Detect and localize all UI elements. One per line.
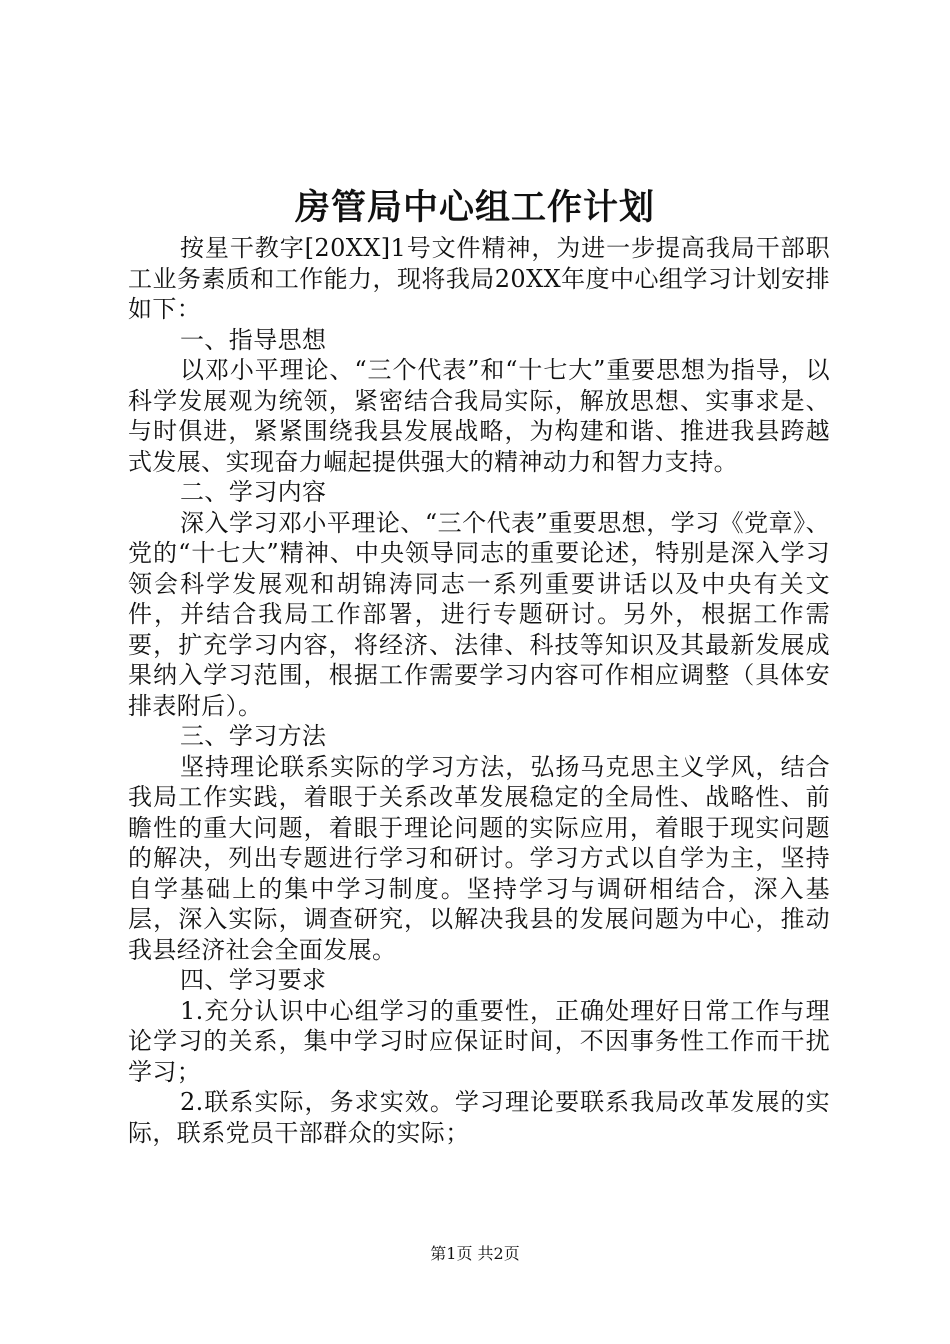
document-body (128, 233, 830, 1148)
requirement-item-1: 1.充分认识中心组学习的重要性，正确处理好日常工作与理论学习的关系，集中学习时应保证时间，不因事务性工作而干扰学习； (128, 996, 830, 1086)
section-heading-study-content: 二、学习内容 (180, 478, 327, 506)
section-heading-study-requirements: 四、学习要求 (180, 966, 327, 994)
intro-paragraph: 按星干教字[20XX]1号文件精神，为进一步提高我局干部职工业务素质和工作能力，现将我局20XX年度中心组学习计划安排如下： (128, 234, 830, 323)
document-title: 房管局中心组工作计划 (294, 187, 655, 228)
page-footer: 第1页 共2页 (430, 1244, 520, 1263)
study-content-paragraph: 深入学习邓小平理论、“三个代表”重要思想，学习《党章》、党的“十七大”精神、中央领导同志的重要论述，特别是深入学习领会科学发展观和胡锦涛同志一系列重要讲话以及中央有关文件，并结合我局工作部署，进行专题研讨。另外，根据工作需要，扩充学习内容，将经济、法律、科技等知识及其最新发展成果纳入学习范围，根据工作需要学习内容可作相应调整（具体安排表附后）。 (128, 508, 830, 720)
section-heading-study-method: 三、学习方法 (180, 722, 327, 750)
section-heading-guiding-thought: 一、指导思想 (180, 325, 327, 354)
requirement-item-2: 2.联系实际，务求实效。学习理论要联系我局改革发展的实际，联系党员干部群众的实际； (128, 1088, 830, 1147)
study-method-paragraph: 坚持理论联系实际的学习方法，弘扬马克思主义学风，结合我局工作实践，着眼于关系改革发展稳定的全局性、战略性、前瞻性的重大问题，着眼于理论问题的实际应用，着眼于现实问题的解决，列出专题进行学习和研讨。学习方式以自学为主，坚持自学基础上的集中学习制度。坚持学习与调研相结合，深入基层，深入实际，调查研究，以解决我县的发展问题为中心，推动我县经济社会全面发展。 (128, 752, 830, 964)
guiding-thought-paragraph: 以邓小平理论、“三个代表”和“十七大”重要思想为指导，以科学发展观为统领，紧密结合我局实际，解放思想、实事求是、与时俱进，紧紧围绕我县发展战略，为构建和谐、推进我县跨越式发展、实现奋力崛起提供强大的精神动力和智力支持。 (128, 356, 830, 476)
